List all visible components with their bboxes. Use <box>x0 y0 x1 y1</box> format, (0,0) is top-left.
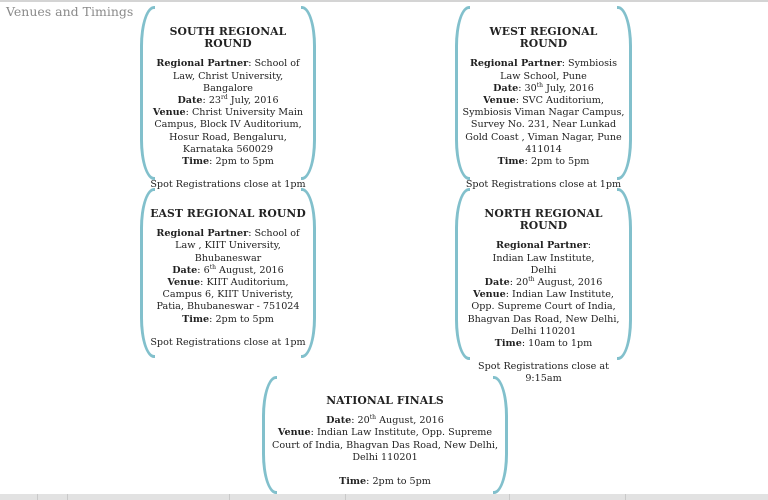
west-regional-card <box>455 6 632 191</box>
partner-line: Regional Partner: School of Law , KIIT University, Bhubaneswar <box>156 228 300 264</box>
card-heading: NORTH REGIONAL ROUND <box>484 207 603 233</box>
card-heading: WEST REGIONAL ROUND <box>489 25 598 51</box>
spot-registration-note: Spot Registrations close at 1pm <box>150 336 306 348</box>
date-line: Date: 6th August, 2016 <box>172 263 284 276</box>
venue-line: Venue: SVC Auditorium, Symbiosis Viman Nagar Campus, Survey No. 231, Near Lunkad Gold Coast , Viman Nagar, Pune 411014 <box>462 95 625 155</box>
venue-line: Venue: Christ University Main Campus, Block IV Auditorium, Hosur Road, Bengaluru, Karnataka 560029 <box>152 107 304 155</box>
strip-segment <box>38 494 68 500</box>
time-line: Time: 2pm to 5pm <box>497 156 590 168</box>
time-line: Time: 2pm to 5pm <box>339 476 431 488</box>
strip-segment <box>68 494 230 500</box>
strip-segment <box>346 494 510 500</box>
date-line: Date: 20th August, 2016 <box>326 414 444 427</box>
date-line: Date: 20th August, 2016 <box>484 276 603 289</box>
venue-line: Venue: Indian Law Institute, Opp. Supreme Court of India, Bhagvan Das Road, New Delhi, Delhi 110201 <box>467 289 620 337</box>
partner-line: Regional Partner: School of Law, Christ University, Bangalore <box>156 58 300 94</box>
time-line: Time: 2pm to 5pm <box>182 313 274 325</box>
south-regional-card <box>140 6 316 191</box>
card-heading: SOUTH REGIONAL ROUND <box>169 25 287 51</box>
spot-registration-note: Spot Registrations close at 1pm <box>150 179 306 191</box>
strip-segment <box>510 494 626 500</box>
date-line: Date: 23rd July, 2016 <box>177 94 279 107</box>
strip-segment <box>230 494 346 500</box>
spot-registration-note: Spot Registrations close at 9:15am <box>478 361 609 385</box>
card-heading: NATIONAL FINALS <box>326 394 444 407</box>
strip-segment <box>0 494 38 500</box>
partner-line: Regional Partner: Symbiosis Law School, Pune <box>469 58 618 82</box>
time-line: Time: 10am to 1pm <box>494 338 593 350</box>
bottom-toolbar-strip <box>0 494 768 500</box>
spot-registration-note: Spot Registrations close at 1pm <box>465 179 622 191</box>
strip-segment <box>626 494 768 500</box>
page-title: Venues and Timings <box>6 4 134 19</box>
national-finals-card <box>262 376 508 494</box>
top-border <box>0 0 768 2</box>
partner-line: Regional Partner: Indian Law Institute, Delhi <box>492 240 595 276</box>
venue-line: Venue: KIIT Auditorium, Campus 6, KIIT Univeristy, Patia, Bhubaneswar - 751024 <box>156 277 300 313</box>
card-heading: EAST REGIONAL ROUND <box>150 207 306 220</box>
north-regional-card <box>455 188 632 385</box>
time-line: Time: 2pm to 5pm <box>182 156 274 168</box>
date-line: Date: 30th July, 2016 <box>493 81 594 94</box>
venue-line: Venue: Indian Law Institute, Opp. Supreme Court of India, Bhagvan Das Road, New Delhi, Delhi 110201 <box>271 427 499 463</box>
east-regional-card <box>140 188 316 358</box>
